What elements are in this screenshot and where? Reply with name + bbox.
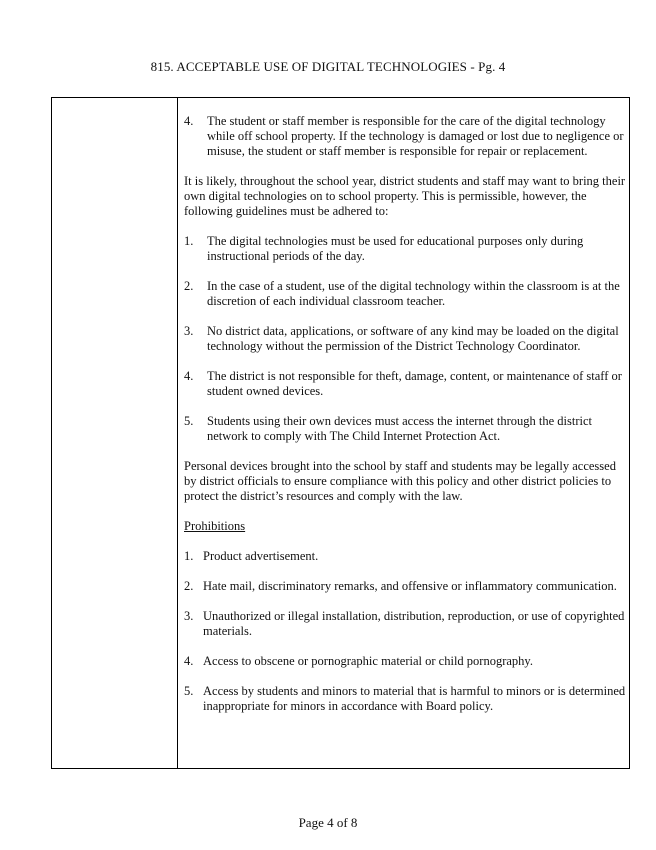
guideline-item — [184, 279, 626, 309]
page-header-title: 815. ACCEPTABLE USE OF DIGITAL TECHNOLOGIES - Pg. 4 — [150, 59, 506, 74]
prohibition-number: 4. — [184, 654, 194, 668]
prohibition-item — [184, 684, 626, 714]
prohibition-text: Unauthorized or illegal installation, distribution, reproduction, or use of copyrighted materials. — [203, 609, 625, 638]
prohibition-item — [184, 579, 626, 594]
list-item-text: The student or staff member is responsible for the care of the digital technology while off school property. If the technology is damaged or lost due to negligence or misuse, the student or staff member is responsible for repair or replacement. — [207, 114, 624, 158]
guideline-text: The digital technologies must be used for educational purposes only during instructional periods of the day. — [207, 234, 584, 263]
personal-devices-paragraph: Personal devices brought into the school by staff and students may be legally accessed by district officials to ensure compliance with this policy and other district policies to protect the district’s resources and comply with the law. — [184, 459, 616, 503]
prohibition-text: Access to obscene or pornographic material or child pornography. — [203, 654, 533, 668]
prohibition-item — [184, 654, 626, 669]
page-number-footer: Page 4 of 8 — [298, 815, 358, 830]
guideline-text: No district data, applications, or software of any kind may be loaded on the digital technology without the permission of the District Technology Coordinator. — [207, 324, 619, 353]
policy-table — [51, 97, 630, 769]
list-item-number: 4. — [184, 114, 194, 128]
guideline-text: Students using their own devices must access the internet through the district network to comply with The Child Internet Protection Act. — [207, 414, 592, 443]
guideline-number: 2. — [184, 279, 194, 293]
prohibition-text: Access by students and minors to material that is harmful to minors or is determined inappropriate for minors in accordance with Board policy. — [203, 684, 626, 713]
prohibition-number: 1. — [184, 549, 194, 563]
prohibition-item — [184, 609, 626, 639]
prohibition-number: 5. — [184, 684, 194, 698]
guideline-item — [184, 414, 626, 444]
guideline-item — [184, 369, 626, 399]
prohibition-item — [184, 549, 626, 564]
prohibitions-heading: Prohibitions — [184, 519, 246, 533]
prohibition-number: 2. — [184, 579, 194, 593]
guideline-number: 3. — [184, 324, 194, 338]
guideline-item — [184, 324, 626, 354]
guideline-text: The district is not responsible for theft, damage, content, or maintenance of staff or student owned devices. — [207, 369, 622, 398]
guideline-number: 4. — [184, 369, 194, 383]
prohibition-text: Product advertisement. — [203, 549, 319, 563]
guideline-number: 5. — [184, 414, 194, 428]
prohibition-text: Hate mail, discriminatory remarks, and offensive or inflammatory communication. — [203, 579, 617, 593]
guideline-number: 1. — [184, 234, 194, 248]
column-divider — [177, 98, 178, 768]
byod-intro-paragraph: It is likely, throughout the school year, district students and staff may want to bring their own digital technologies on to school property. This is permissible, however, the following guidelines must be adhered to: — [184, 174, 626, 218]
guideline-item — [184, 234, 626, 264]
guideline-text: In the case of a student, use of the digital technology within the classroom is at the discretion of each individual classroom teacher. — [207, 279, 620, 308]
policy-content — [184, 114, 626, 714]
list-item-top — [184, 114, 626, 159]
prohibition-number: 3. — [184, 609, 194, 623]
